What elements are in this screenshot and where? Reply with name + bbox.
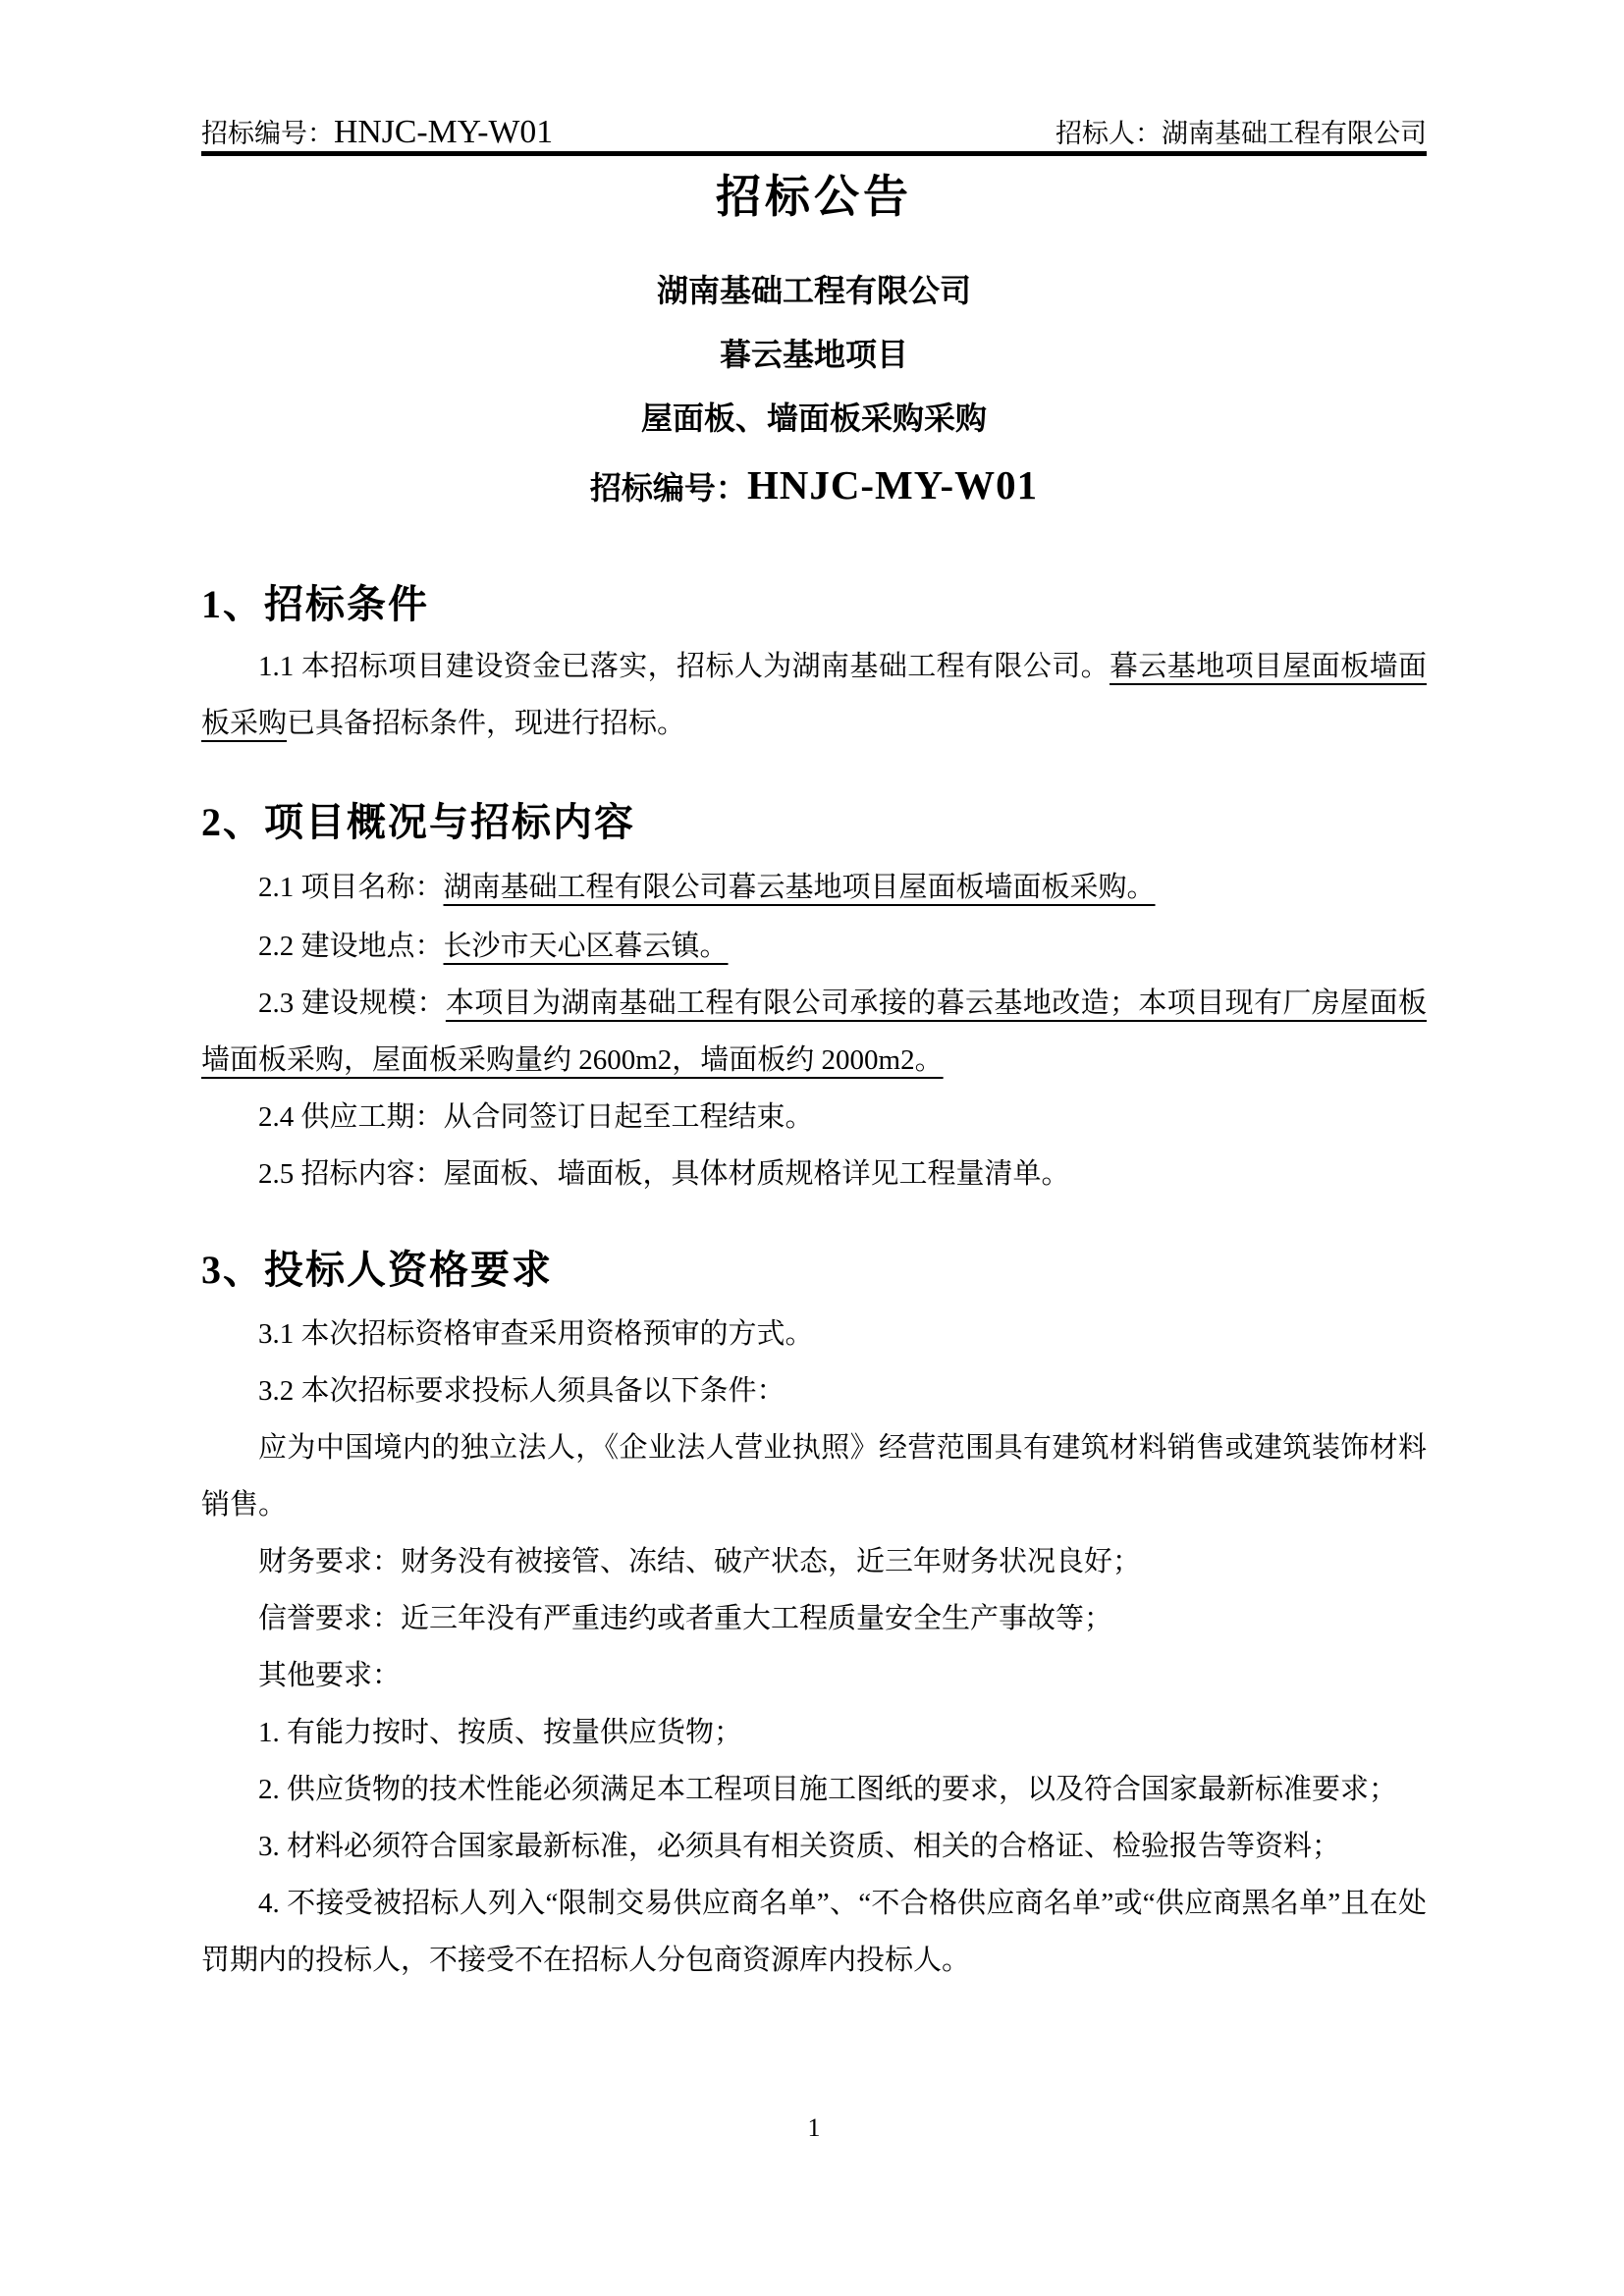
para-3-2 — [201, 1362, 1427, 1419]
text-segment: 2.4 供应工期：从合同签订日起至工程结束。 — [258, 1101, 814, 1133]
para-3-item-4 — [201, 1875, 1427, 1989]
document-title: 招标公告 — [716, 172, 912, 222]
para-3-other-req — [201, 1647, 1427, 1704]
para-2-4 — [201, 1089, 1427, 1146]
header-tender-number — [201, 116, 553, 150]
text-segment: 3.1 本次招标资格审查采用资格预审的方式。 — [258, 1318, 814, 1350]
section-3-heading: 3、投标人资格要求 — [201, 1248, 553, 1292]
header-rule — [201, 151, 1427, 156]
para-2-1 — [201, 859, 1427, 916]
text-segment: 1. 有能力按时、按质、按量供应货物； — [258, 1717, 743, 1748]
para-2-3 — [201, 975, 1427, 1089]
section-2-heading: 2、项目概况与招标内容 — [201, 800, 635, 844]
text-segment: 2.2 建设地点： — [258, 931, 444, 962]
para-3-item-2 — [201, 1761, 1427, 1818]
para-2-2 — [201, 918, 1427, 975]
page-number: 1 — [807, 2113, 821, 2142]
text-segment: 2.5 招标内容：屋面板、墙面板，具体材质规格详见工程量清单。 — [258, 1158, 1070, 1190]
document-body — [201, 157, 1427, 1989]
subtitle-package: 屋面板、墙面板采购采购 — [640, 400, 987, 436]
para-1-1 — [201, 638, 1427, 752]
subtitle-project: 暮云基地项目 — [719, 337, 908, 372]
header-tenderer — [1056, 117, 1427, 150]
subtitle-company: 湖南基础工程有限公司 — [656, 273, 971, 308]
header-tenderer-label: 招标人： — [1056, 119, 1162, 148]
text-segment-underlined: 长沙市天心区暮云镇。 — [443, 931, 729, 962]
para-3-1 — [201, 1306, 1427, 1362]
text-segment: 2.1 项目名称： — [258, 872, 444, 903]
para-3-credit-req — [201, 1590, 1427, 1647]
text-segment: 3. 材料必须符合国家最新标准，必须具有相关资质、相关的合格证、检验报告等资料； — [258, 1831, 1341, 1862]
para-2-5 — [201, 1146, 1427, 1202]
text-segment: 1.1 本招标项目建设资金已落实，招标人为湖南基础工程有限公司。 — [258, 651, 1110, 682]
header-tender-number-label: 招标编号： — [201, 119, 334, 148]
text-segment-underlined: 暮云基地项目屋面板墙面板采购 — [201, 651, 1427, 739]
text-segment: 2. 供应货物的技术性能必须满足本工程项目施工图纸的要求，以及符合国家最新标准要求； — [258, 1774, 1398, 1805]
text-segment: 3.2 本次招标要求投标人须具备以下条件： — [258, 1375, 785, 1407]
header-tenderer-value: 湖南基础工程有限公司 — [1162, 119, 1427, 148]
section-1-heading: 1、招标条件 — [201, 582, 429, 626]
text-segment: 财务要求：财务没有被接管、冻结、破产状态，近三年财务状况良好； — [258, 1546, 1142, 1577]
text-segment: 已具备招标条件，现进行招标。 — [287, 708, 686, 739]
para-3-item-1 — [201, 1704, 1427, 1761]
subtitle-tender-number-value: HNJC-MY-W01 — [746, 462, 1039, 507]
text-segment: 信誉要求：近三年没有严重违约或者重大工程质量安全生产事故等； — [258, 1603, 1113, 1634]
para-3-financial-req — [201, 1533, 1427, 1590]
para-3-legal-entity — [201, 1419, 1427, 1533]
page-header — [201, 116, 1427, 150]
subtitle-tender-number — [201, 462, 1427, 507]
text-segment: 4. 不接受被招标人列入“限制交易供应商名单”、“不合格供应商名单”或“供应商黑名单”且在处罚期内的投标人，不接受不在招标人分包商资源库内投标人。 — [201, 1888, 1427, 1976]
header-tender-number-value: HNJC-MY-W01 — [334, 114, 554, 150]
text-segment: 应为中国境内的独立法人，《企业法人营业执照》经营范围具有建筑材料销售或建筑装饰材料销售。 — [201, 1432, 1427, 1521]
text-segment: 2.3 建设规模： — [258, 988, 446, 1019]
text-segment: 其他要求： — [258, 1660, 402, 1691]
para-3-item-3 — [201, 1818, 1427, 1875]
text-segment-underlined: 湖南基础工程有限公司暮云基地项目屋面板墙面板采购。 — [443, 872, 1156, 903]
subtitle-tender-number-label: 招标编号： — [589, 470, 747, 506]
text-segment-underlined: 本项目为湖南基础工程有限公司承接的暮云基地改造；本项目现有厂房屋面板墙面板采购，屋面板采购量约 2600m2，墙面板约 2000m2。 — [201, 988, 1427, 1076]
